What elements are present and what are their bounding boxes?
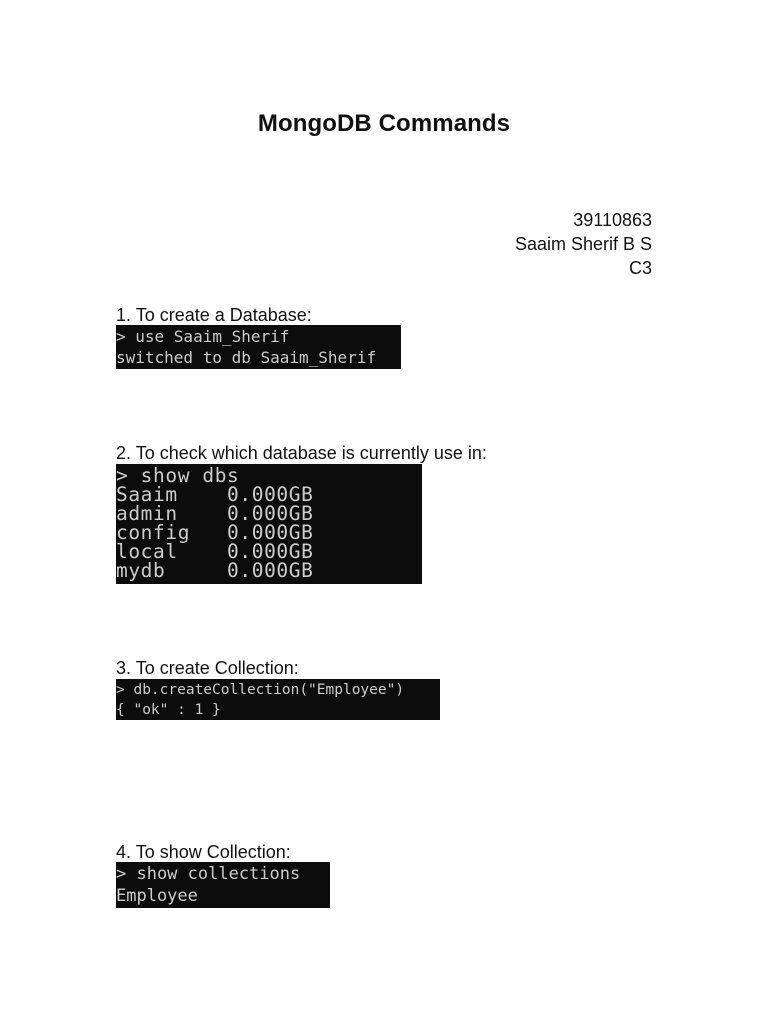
console-line: { "ok" : 1 } bbox=[116, 702, 221, 718]
console-line: Employee bbox=[116, 886, 198, 906]
console-line: Saaim 0.000GB bbox=[116, 483, 314, 506]
console-line: config 0.000GB bbox=[116, 521, 314, 544]
page-title: MongoDB Commands bbox=[257, 110, 511, 137]
console-line: switched to db Saaim_Sherif bbox=[116, 348, 377, 367]
student-id: 39110863 bbox=[573, 210, 652, 230]
console-screenshot-show-collection bbox=[116, 862, 330, 908]
section-heading-show-databases: 2. To check which database is currently use in: bbox=[116, 443, 487, 463]
console-line: > db.createCollection("Employee") bbox=[116, 682, 405, 698]
author-name: Saaim Sherif B S bbox=[514, 234, 652, 254]
console-line: mydb 0.000GB bbox=[116, 559, 314, 582]
console-line: > use Saaim_Sherif bbox=[116, 327, 290, 346]
console-screenshot-create-collection bbox=[116, 679, 440, 720]
console-line: > show dbs bbox=[116, 464, 240, 487]
console-line: admin 0.000GB bbox=[116, 502, 314, 525]
section-heading-create-collection: 3. To create Collection: bbox=[116, 658, 299, 678]
console-screenshot-create-database bbox=[116, 325, 401, 369]
author-block bbox=[515, 208, 652, 280]
console-line: > show collections bbox=[116, 864, 301, 884]
console-screenshot-show-databases bbox=[116, 464, 422, 584]
section-heading-create-database: 1. To create a Database: bbox=[116, 305, 312, 325]
section-heading-show-collection: 4. To show Collection: bbox=[116, 842, 291, 862]
class-section: C3 bbox=[628, 258, 652, 278]
console-line: local 0.000GB bbox=[116, 540, 314, 563]
